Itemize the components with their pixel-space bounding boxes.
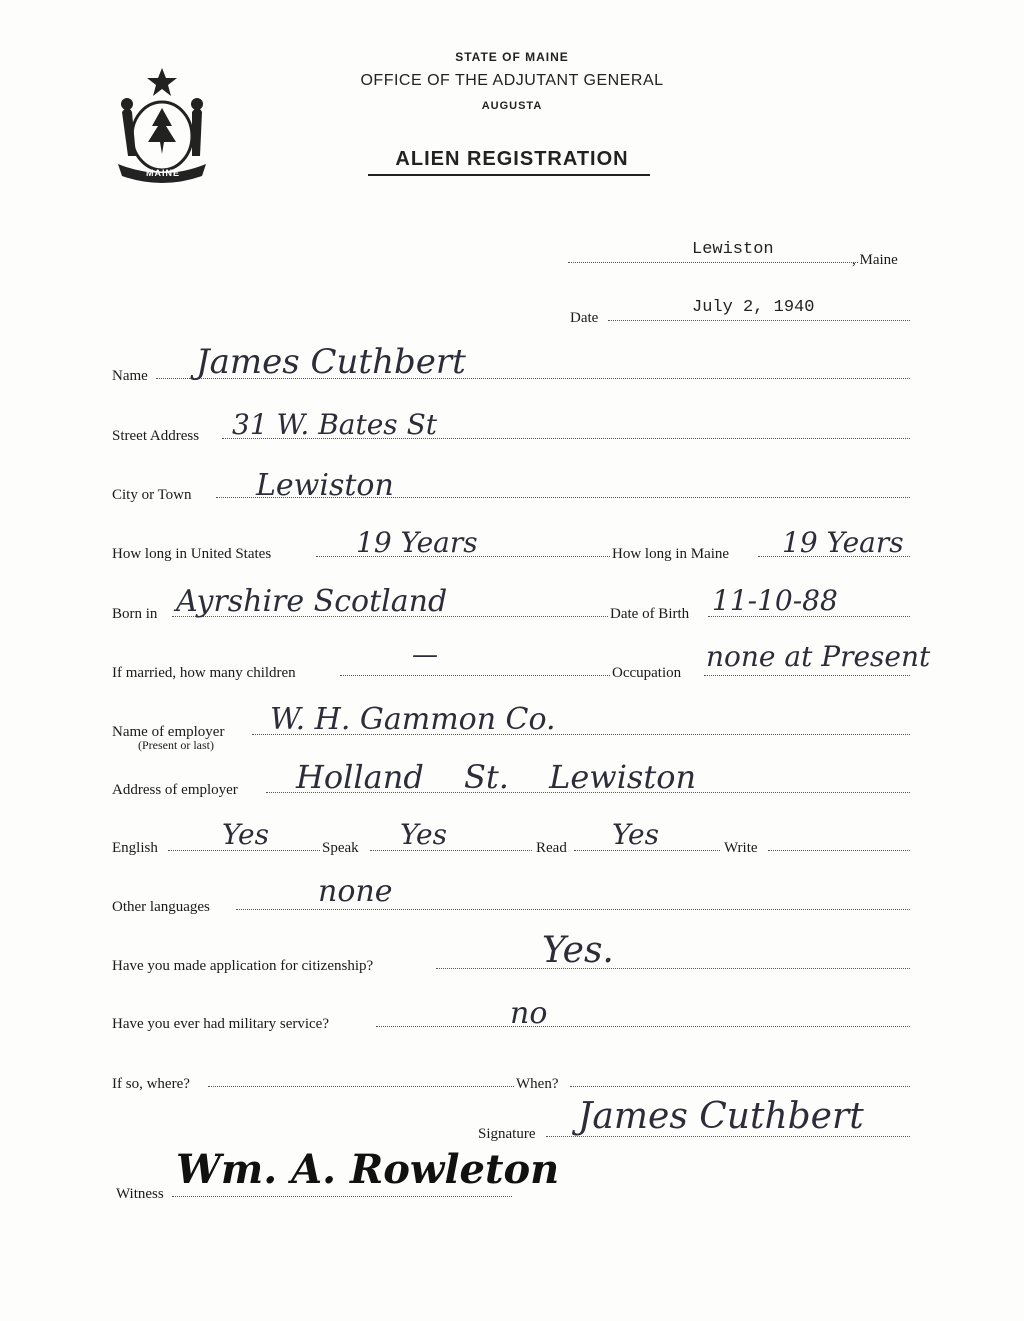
seal-banner: MAINE	[146, 168, 180, 178]
date-value: July 2, 1940	[692, 298, 815, 317]
date-line	[608, 320, 910, 321]
city-label: City or Town	[112, 487, 192, 503]
location-suffix: , Maine	[852, 252, 898, 268]
city-value: Lewiston	[256, 468, 394, 503]
english-label: English	[112, 840, 158, 856]
speak-label: Speak	[322, 840, 359, 856]
military-value: no	[510, 996, 548, 1031]
other-languages-line	[236, 909, 910, 910]
name-value: James Cuthbert	[196, 342, 466, 382]
employer-address-label: Address of employer	[112, 782, 238, 798]
where-line	[208, 1086, 514, 1087]
title-underline	[368, 174, 650, 176]
citizenship-label: Have you made application for citizenship?	[112, 958, 374, 974]
read-value: Yes	[612, 818, 659, 851]
maine-time-label: How long in Maine	[612, 546, 730, 562]
street-label: Street Address	[112, 428, 200, 444]
location-city: Lewiston	[692, 240, 774, 259]
children-label: If married, how many children	[112, 665, 296, 681]
read-label: Read	[536, 840, 567, 856]
witness-line	[172, 1196, 512, 1197]
english-value: Yes	[222, 818, 269, 851]
witness-value: Wm. A. Rowleton	[176, 1146, 560, 1193]
write-label: Write	[724, 840, 758, 856]
header-state: STATE OF MAINE	[455, 50, 569, 64]
children-line	[340, 675, 610, 676]
date-label: Date	[570, 310, 599, 326]
occupation-value: none at Present	[706, 640, 931, 673]
where-label: If so, where?	[112, 1076, 190, 1092]
us-time-label: How long in United States	[112, 546, 272, 562]
form-title: ALIEN REGISTRATION	[395, 148, 629, 170]
occupation-label: Occupation	[612, 665, 682, 681]
speak-value: Yes	[400, 818, 447, 851]
header-office: OFFICE OF THE ADJUTANT GENERAL	[360, 72, 664, 89]
write-line	[768, 850, 910, 851]
dob-label: Date of Birth	[610, 606, 690, 622]
employer-sublabel: (Present or last)	[138, 738, 214, 752]
location-line	[568, 262, 858, 263]
citizenship-line	[436, 968, 910, 969]
header-city: AUGUSTA	[481, 100, 543, 112]
dob-value: 11-10-88	[712, 584, 838, 617]
other-languages-value: none	[318, 874, 393, 909]
maine-time-value: 19 Years	[782, 526, 904, 559]
witness-label: Witness	[116, 1186, 164, 1202]
other-languages-label: Other languages	[112, 899, 210, 915]
occupation-line	[704, 675, 910, 676]
born-label: Born in	[112, 606, 158, 622]
children-value: —	[412, 640, 438, 670]
employer-value: W. H. Gammon Co.	[270, 702, 556, 737]
military-line	[376, 1026, 910, 1027]
signature-label: Signature	[478, 1126, 536, 1142]
street-value: 31 W. Bates St	[232, 408, 438, 441]
employer-label: Name of employer	[112, 724, 225, 740]
citizenship-value: Yes.	[542, 930, 614, 971]
name-label: Name	[112, 368, 148, 384]
born-value: Ayrshire Scotland	[176, 584, 448, 619]
when-label: When?	[516, 1076, 559, 1092]
signature-value: James Cuthbert	[578, 1096, 864, 1137]
speak-line	[370, 850, 532, 851]
when-line	[570, 1086, 910, 1087]
us-time-value: 19 Years	[356, 526, 478, 559]
military-label: Have you ever had military service?	[112, 1016, 329, 1032]
employer-address-value: Holland St. Lewiston	[296, 758, 697, 796]
